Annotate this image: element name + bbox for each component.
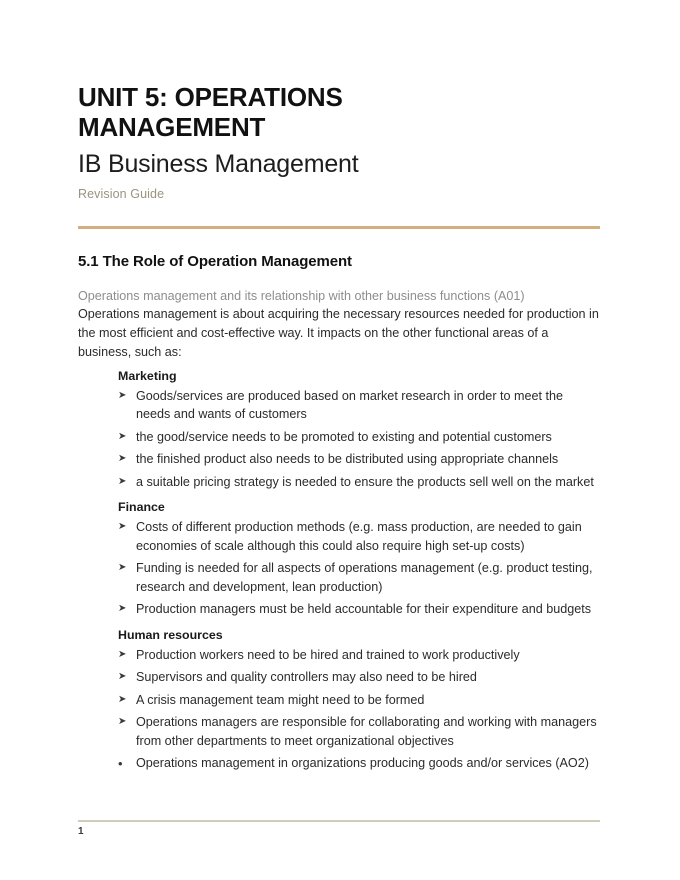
function-group-finance — [78, 500, 600, 621]
page-subtitle: IB Business Management — [78, 149, 359, 178]
list-item-text: Supervisors and quality controllers may also need to be hired — [136, 670, 477, 685]
list-item — [118, 516, 600, 557]
group-list-marketing — [78, 385, 600, 494]
arrow-bullet-icon — [118, 646, 126, 663]
page-content — [78, 82, 600, 775]
group-list-finance — [78, 516, 600, 621]
arrow-bullet-icon — [118, 428, 126, 445]
arrow-bullet-icon — [118, 559, 126, 576]
page-number: 1 — [78, 826, 84, 837]
list-item — [118, 557, 600, 598]
list-item-text: Operations management in organizations producing goods and/or services (AO2) — [136, 756, 589, 771]
arrow-bullet-icon — [118, 713, 126, 730]
list-item-text: Funding is needed for all aspects of operations management (e.g. product testing, research and development, lean production) — [136, 561, 593, 594]
section-heading: 5.1 The Role of Operation Management — [78, 252, 352, 270]
list-item-trailing — [118, 752, 600, 775]
arrow-bullet-icon — [118, 600, 126, 617]
arrow-bullet-icon — [118, 518, 126, 535]
list-item-text: Production workers need to be hired and trained to work productively — [136, 647, 520, 662]
function-group-human-resources — [78, 628, 600, 775]
list-item — [118, 448, 600, 471]
function-group-marketing — [78, 369, 600, 494]
page-kicker: Revision Guide — [78, 186, 165, 201]
list-item-text: the finished product also needs to be distributed using appropriate channels — [136, 452, 559, 467]
list-item — [118, 644, 600, 667]
group-label-human-resources: Human resources — [118, 627, 223, 642]
list-item-text: Operations managers are responsible for collaborating and working with managers from other departments to meet organizational objectives — [136, 715, 597, 748]
list-item-text: A crisis management team might need to be formed — [136, 692, 425, 707]
list-item — [118, 471, 600, 494]
group-label-finance: Finance — [118, 500, 165, 515]
list-item — [118, 666, 600, 689]
arrow-bullet-icon — [118, 450, 126, 467]
list-item — [118, 385, 600, 426]
list-item-text: Goods/services are produced based on market research in order to meet the needs and wants of customers — [136, 388, 564, 422]
list-item-text: the good/service needs to be promoted to existing and potential customers — [136, 429, 552, 444]
list-item-text: a suitable pricing strategy is needed to ensure the products sell well on the market — [136, 474, 594, 489]
header-divider — [78, 226, 600, 229]
footer-divider — [78, 820, 600, 822]
list-item-text: Production managers must be held accountable for their expenditure and budgets — [136, 602, 592, 617]
list-item — [118, 426, 600, 449]
arrow-bullet-icon — [118, 668, 126, 685]
arrow-bullet-icon — [118, 387, 126, 404]
page-title: UNIT 5: OPERATIONS MANAGEMENT — [78, 82, 343, 143]
group-label-marketing: Marketing — [118, 368, 177, 383]
function-groups — [78, 369, 600, 775]
list-item — [118, 598, 600, 621]
section-muted-lead: Operations management and its relationship with other business functions (A01) — [78, 288, 525, 303]
section-paragraph: Operations management is about acquiring the necessary resources needed for production in the most efficient and cost-effective way. It impacts on the other functional areas of a business, such as: — [78, 307, 599, 359]
arrow-bullet-icon — [118, 691, 126, 708]
arrow-bullet-icon — [118, 473, 126, 490]
list-item — [118, 711, 600, 752]
list-item — [118, 689, 600, 712]
group-list-human-resources — [78, 644, 600, 775]
list-item-text: Costs of different production methods (e.g. mass production, are needed to gain economies of scale although this could also require high set-up costs) — [136, 520, 582, 553]
dot-bullet-icon — [118, 754, 123, 773]
